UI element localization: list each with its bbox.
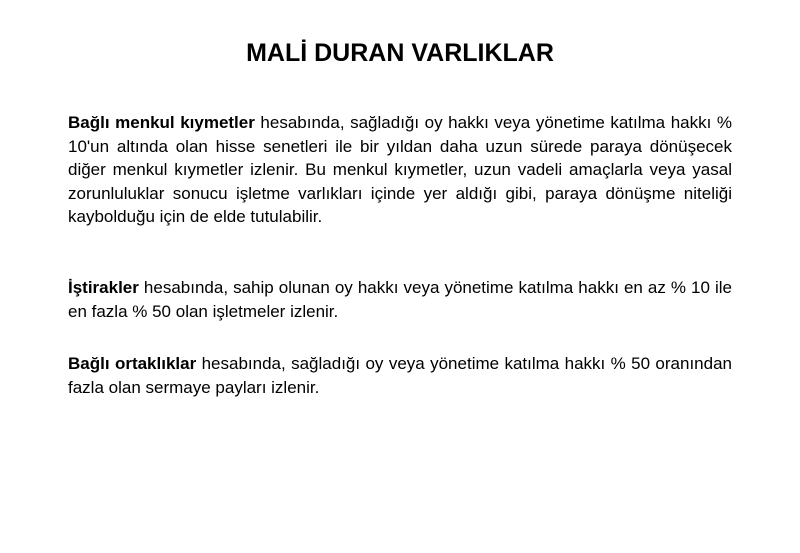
paragraph-istirakler [68, 276, 732, 323]
paragraph-text: hesabında, sahip olunan oy hakkı veya yönetime katılma hakkı en az % 10 ile en fazla % 50 olan işletmeler izlenir. [68, 278, 732, 321]
slide-title: MALİ DURAN VARLIKLAR [246, 39, 554, 67]
paragraph-text: hesabında, sağladığı oy hakkı veya yönetime katılma hakkı % 10'un altında olan hisse senetleri ile bir yıldan daha uzun sürede paraya dönüşecek diğer menkul kıymetler izlenir. Bu menkul kıymetler, uzun vadeli amaçlarla veya yasal zorunluluklar sonucu işletme varlıkları içinde yer aldığı gibi, paraya dönüşme niteliği kaybolduğu için de elde tutulabilir. [68, 113, 733, 226]
term-bagli-menkul-kiymetler: Bağlı menkul kıymetler [68, 113, 255, 132]
term-bagli-ortakliklar: Bağlı ortaklıklar [68, 354, 197, 373]
term-istirakler: İştirakler [68, 278, 139, 297]
paragraph-bagli-menkul-kiymetler [68, 111, 732, 229]
paragraph-bagli-ortakliklar [68, 352, 732, 399]
paragraph-text: hesabında, sağladığı oy veya yönetime katılma hakkı % 50 oranından fazla olan sermaye payları izlenir. [68, 354, 732, 397]
